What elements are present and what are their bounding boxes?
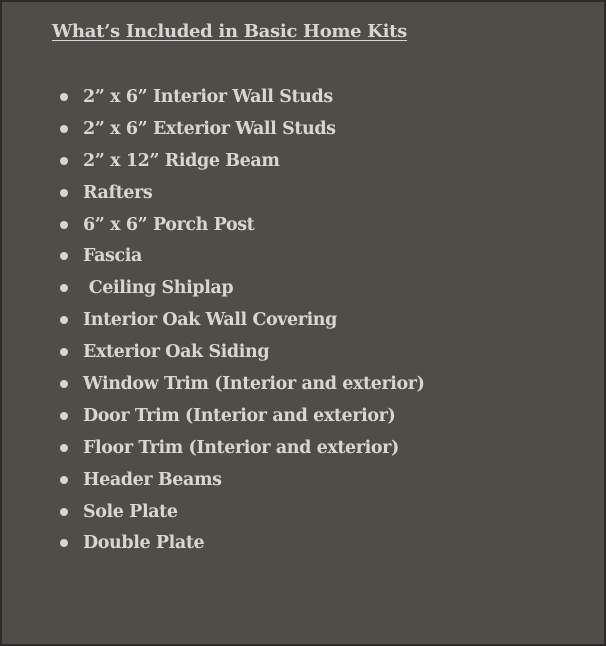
list-item [60, 209, 425, 241]
list-item [60, 368, 425, 400]
list-item-label: Double Plate [83, 533, 205, 554]
list-item-label: Header Beams [83, 469, 222, 490]
bullet-icon [60, 348, 68, 356]
bullet-icon [60, 157, 68, 165]
list-item-label: Fascia [83, 246, 142, 267]
list-item-label: Window Trim (Interior and exterior) [83, 373, 425, 394]
list-item [60, 113, 425, 145]
bullet-icon [60, 93, 68, 101]
list-item [60, 336, 425, 368]
list-item [60, 432, 425, 464]
included-items-list [60, 81, 425, 559]
list-item-label: Interior Oak Wall Covering [83, 310, 337, 331]
bullet-icon [60, 252, 68, 260]
bullet-icon [60, 221, 68, 229]
list-item-label: Rafters [83, 182, 153, 203]
list-item [60, 81, 425, 113]
list-item [60, 496, 425, 528]
list-item [60, 145, 425, 177]
bullet-icon [60, 412, 68, 420]
list-item-label: 2” x 12” Ridge Beam [83, 150, 280, 171]
bullet-icon [60, 189, 68, 197]
bullet-icon [60, 380, 68, 388]
list-item-label: Door Trim (Interior and exterior) [83, 405, 396, 426]
list-item-label: Sole Plate [83, 501, 178, 522]
bullet-icon [60, 476, 68, 484]
list-item [60, 464, 425, 496]
list-item [60, 400, 425, 432]
bullet-icon [60, 444, 68, 452]
bullet-icon [60, 316, 68, 324]
bullet-icon [60, 284, 68, 292]
list-item [60, 177, 425, 209]
list-item [60, 304, 425, 336]
list-item-label: 2” x 6” Interior Wall Studs [83, 86, 333, 107]
bullet-icon [60, 508, 68, 516]
list-item-label: Floor Trim (Interior and exterior) [83, 437, 399, 458]
section-title: What’s Included in Basic Home Kits [52, 21, 408, 42]
list-item [60, 240, 425, 272]
list-item-label: 2” x 6” Exterior Wall Studs [83, 118, 336, 139]
list-item-label: Ceiling Shiplap [83, 278, 234, 299]
list-item [60, 527, 425, 559]
list-item [60, 272, 425, 304]
bullet-icon [60, 539, 68, 547]
bullet-icon [60, 125, 68, 133]
list-item-label: 6” x 6” Porch Post [83, 214, 255, 235]
list-item-label: Exterior Oak Siding [83, 342, 270, 363]
